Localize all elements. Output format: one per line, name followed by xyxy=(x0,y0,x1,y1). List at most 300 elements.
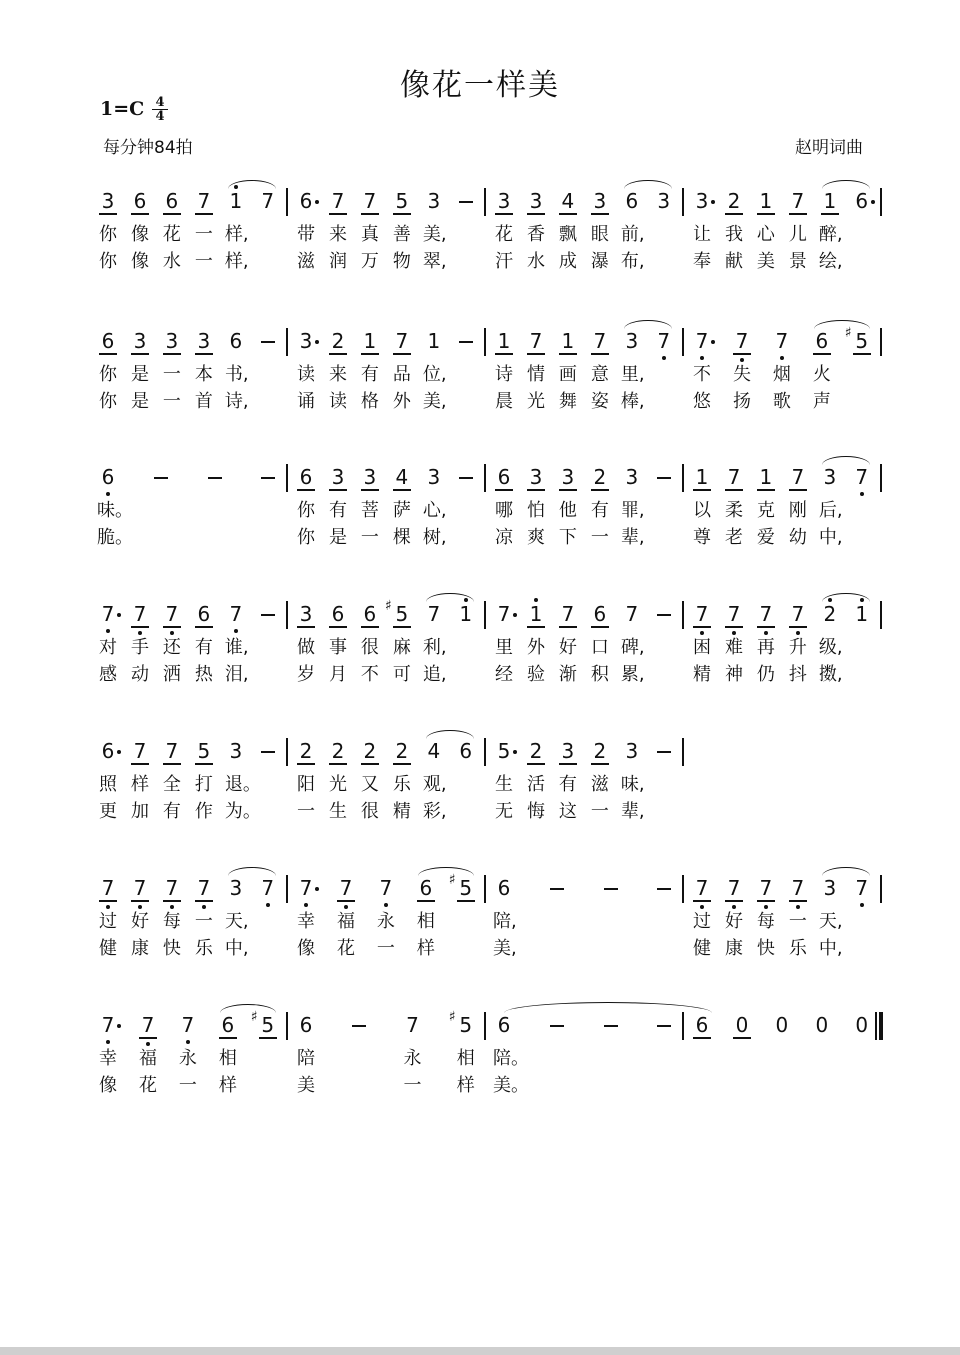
lyric-verse-2: 幼 xyxy=(788,527,807,548)
barline xyxy=(286,875,288,903)
lyric-verse-2: 一 xyxy=(297,801,315,822)
note: 7 xyxy=(593,329,607,353)
dash-extension xyxy=(657,1025,671,1027)
note: 6 xyxy=(497,876,511,900)
note: 7 xyxy=(133,739,147,763)
note: 5 xyxy=(395,189,409,213)
lyric-verse-1: 带 xyxy=(297,224,315,245)
lyric-verse-2: 神 xyxy=(724,664,743,685)
tempo-marking: 每分钟84拍 xyxy=(103,138,193,158)
lyric-verse-1: 刚 xyxy=(788,500,807,521)
octave-dot-low xyxy=(266,903,270,907)
note: 1 xyxy=(363,329,377,353)
lyric-verse-1: 花 xyxy=(162,224,181,245)
note: 6 xyxy=(695,1013,709,1037)
note: 3 xyxy=(427,189,441,213)
augmentation-dot xyxy=(871,200,875,204)
lyric-verse-2: 首 xyxy=(194,391,213,412)
note: 4 xyxy=(427,739,441,763)
lyric-verse-2: 精 xyxy=(392,801,411,822)
underline xyxy=(393,353,411,355)
lyric-verse-2: 花 xyxy=(336,938,355,959)
underline xyxy=(559,489,577,491)
note: 7 xyxy=(141,1013,155,1037)
underline xyxy=(297,489,315,491)
lyric-verse-2: 乐 xyxy=(194,938,213,959)
lyric-verse-2: 你 xyxy=(297,527,315,548)
lyric-verse-1: 前, xyxy=(620,224,645,245)
note: 5 xyxy=(497,739,511,763)
note: 7 xyxy=(331,189,345,213)
note: 5 xyxy=(459,876,473,900)
dash-extension xyxy=(657,751,671,753)
underline xyxy=(789,900,807,902)
underline xyxy=(527,763,545,765)
lyric-verse-1: 真 xyxy=(360,224,379,245)
lyric-verse-2: 像 xyxy=(130,251,149,272)
lyric-verse-1: 你 xyxy=(99,224,117,245)
octave-dot-low xyxy=(764,631,768,635)
lyric-verse-2: 一 xyxy=(403,1075,422,1096)
sharp-sign: ♯ xyxy=(448,872,456,888)
lyric-verse-1: 心 xyxy=(756,224,775,245)
lyric-verse-2: 绘, xyxy=(818,251,843,272)
note: 7 xyxy=(759,602,773,626)
lyric-verse-1: 克 xyxy=(756,500,775,521)
note: 7 xyxy=(101,876,115,900)
lyric-verse-2: 景 xyxy=(788,251,807,272)
octave-dot-low xyxy=(138,631,142,635)
underline xyxy=(789,489,807,491)
lyric-verse-2: 一 xyxy=(194,251,213,272)
lyric-verse-1: 外 xyxy=(526,637,545,658)
lyric-verse-1: 好 xyxy=(130,911,149,932)
lyric-verse-1: 相 xyxy=(416,911,435,932)
lyric-verse-1: 样 xyxy=(130,774,149,795)
octave-dot-low xyxy=(860,903,864,907)
dash-extension xyxy=(459,341,473,343)
lyric-verse-1: 味, xyxy=(620,774,645,795)
dash-extension xyxy=(550,1025,564,1027)
lyric-verse-2: 爽 xyxy=(526,527,545,548)
barline xyxy=(880,328,882,356)
note: 3 xyxy=(299,602,313,626)
lyric-verse-1: 本 xyxy=(194,364,213,385)
underline xyxy=(495,213,513,215)
note: 2 xyxy=(299,739,313,763)
note: 2 xyxy=(593,465,607,489)
underline xyxy=(789,213,807,215)
dash-extension xyxy=(550,888,564,890)
note: 1 xyxy=(427,329,441,353)
augmentation-dot xyxy=(711,200,715,204)
lyric-verse-1: 你 xyxy=(99,364,117,385)
underline xyxy=(693,1037,711,1039)
underline xyxy=(757,626,775,628)
note: 7 xyxy=(727,602,741,626)
lyric-verse-1: 对 xyxy=(99,637,117,658)
underline xyxy=(163,900,181,902)
underline xyxy=(757,900,775,902)
barline xyxy=(286,188,288,216)
dash-extension xyxy=(459,201,473,203)
lyric-verse-2: 岁 xyxy=(297,664,315,685)
note: 2 xyxy=(331,329,345,353)
note: 6 xyxy=(299,1013,313,1037)
lyric-verse-1: 麻 xyxy=(392,637,411,658)
lyric-verse-1: 永 xyxy=(178,1048,197,1069)
slur xyxy=(418,867,474,876)
note: 7 xyxy=(791,876,805,900)
underline xyxy=(693,489,711,491)
octave-dot-low xyxy=(344,905,348,909)
note: 1 xyxy=(229,189,243,213)
octave-dot-low xyxy=(186,1040,190,1044)
lyric-verse-1: 又 xyxy=(360,774,379,795)
lyric-verse-2: 悔 xyxy=(526,801,545,822)
note: 7 xyxy=(395,329,409,353)
lyric-verse-1: 不 xyxy=(693,364,711,385)
lyric-verse-1: 位, xyxy=(422,364,447,385)
underline xyxy=(195,900,213,902)
note: 1 xyxy=(695,465,709,489)
dash-extension xyxy=(657,888,671,890)
augmentation-dot xyxy=(117,613,121,617)
lyric-verse-1: 退。 xyxy=(224,774,261,795)
note: 0 xyxy=(775,1013,789,1037)
lyric-verse-2: 奉 xyxy=(693,251,711,272)
dash-extension xyxy=(208,477,222,479)
lyric-verse-1: 天, xyxy=(818,911,843,932)
lyric-verse-1: 做 xyxy=(297,637,315,658)
slur xyxy=(822,180,870,189)
augmentation-dot xyxy=(513,613,517,617)
lyric-verse-1: 美, xyxy=(422,224,447,245)
note: 3 xyxy=(823,465,837,489)
underline xyxy=(725,626,743,628)
lyric-verse-2: 辈, xyxy=(620,801,645,822)
note: 7 xyxy=(695,876,709,900)
lyric-verse-2: 中, xyxy=(224,938,249,959)
underline xyxy=(693,626,711,628)
note: 5 xyxy=(855,329,869,353)
barline xyxy=(682,464,684,492)
underline xyxy=(527,489,545,491)
lyric-verse-2: 康 xyxy=(724,938,743,959)
barline xyxy=(682,328,684,356)
barline xyxy=(880,464,882,492)
meter-denominator: 4 xyxy=(155,109,165,124)
underline xyxy=(393,213,411,215)
underline xyxy=(99,900,117,902)
barline xyxy=(286,464,288,492)
underline xyxy=(329,353,347,355)
lyric-verse-2: 水 xyxy=(162,251,181,272)
sharp-sign: ♯ xyxy=(448,1009,456,1025)
augmentation-dot xyxy=(315,200,319,204)
octave-dot-low xyxy=(106,492,110,496)
lyric-verse-1: 让 xyxy=(693,224,711,245)
lyric-verse-2: 姿 xyxy=(590,391,609,412)
dash-extension xyxy=(604,1025,618,1027)
augmentation-dot xyxy=(117,1024,121,1028)
underline xyxy=(591,213,609,215)
lyric-verse-2: 泪, xyxy=(224,664,249,685)
dash-extension xyxy=(154,477,168,479)
note: 1 xyxy=(529,602,543,626)
lyric-verse-1: 乐 xyxy=(392,774,411,795)
dash-extension xyxy=(657,477,671,479)
lyric-verse-1: 怕 xyxy=(526,500,545,521)
dash-extension xyxy=(261,751,275,753)
note: 7 xyxy=(181,1013,195,1037)
underline xyxy=(813,353,831,355)
underline xyxy=(337,900,355,902)
barline xyxy=(286,328,288,356)
lyric-verse-2: 作 xyxy=(194,801,213,822)
underline xyxy=(757,489,775,491)
note: 6 xyxy=(299,189,313,213)
note: 3 xyxy=(331,465,345,489)
note: 3 xyxy=(823,876,837,900)
lyric-verse-1: 过 xyxy=(693,911,711,932)
lyric-verse-2: 棵 xyxy=(392,527,411,548)
octave-dot-low xyxy=(138,905,142,909)
underline xyxy=(821,213,839,215)
lyric-verse-1: 他 xyxy=(558,500,577,521)
underline xyxy=(195,763,213,765)
lyric-verse-2: 棒, xyxy=(620,391,645,412)
note: 3 xyxy=(625,465,639,489)
underline xyxy=(361,626,379,628)
note: 6 xyxy=(133,189,147,213)
note: 3 xyxy=(165,329,179,353)
lyric-verse-1: 烟 xyxy=(772,364,791,385)
barline xyxy=(484,464,486,492)
lyric-verse-1: 来 xyxy=(328,364,347,385)
note: 0 xyxy=(815,1013,829,1037)
note: 3 xyxy=(427,465,441,489)
note: 7 xyxy=(133,876,147,900)
underline xyxy=(329,213,347,215)
lyric-verse-1: 画 xyxy=(558,364,577,385)
lyric-verse-2: 快 xyxy=(162,938,181,959)
lyric-verse-1: 谁, xyxy=(224,637,249,658)
underline xyxy=(163,353,181,355)
barline xyxy=(880,188,882,216)
lyric-verse-1: 手 xyxy=(130,637,149,658)
barline xyxy=(682,188,684,216)
underline xyxy=(297,626,315,628)
underline xyxy=(259,1037,277,1039)
lyric-verse-1: 品 xyxy=(392,364,411,385)
note: 6 xyxy=(815,329,829,353)
lyric-verse-1: 心, xyxy=(422,500,447,521)
lyric-verse-1: 事 xyxy=(328,637,347,658)
barline xyxy=(682,738,684,766)
lyric-verse-2: 洒 xyxy=(162,664,181,685)
underline xyxy=(393,763,411,765)
note: 7 xyxy=(695,602,709,626)
octave-dot-low xyxy=(764,905,768,909)
sharp-sign: ♯ xyxy=(250,1009,258,1025)
lyric-verse-2: 这 xyxy=(558,801,577,822)
lyric-verse-2: 汗 xyxy=(495,251,513,272)
lyric-verse-1: 柔 xyxy=(724,500,743,521)
underline xyxy=(733,353,751,355)
note: 5 xyxy=(197,739,211,763)
underline xyxy=(131,353,149,355)
octave-dot-low xyxy=(234,629,238,633)
underline xyxy=(195,626,213,628)
barline xyxy=(484,875,486,903)
underline xyxy=(361,763,379,765)
lyric-verse-2: 月 xyxy=(328,664,347,685)
note: 2 xyxy=(727,189,741,213)
lyric-verse-2: 脆。 xyxy=(97,527,133,548)
lyric-verse-1: 利, xyxy=(422,637,447,658)
lyric-verse-1: 难 xyxy=(724,637,743,658)
note: 7 xyxy=(759,876,773,900)
note: 5 xyxy=(395,602,409,626)
composer-credit: 赵明词曲 xyxy=(795,138,863,158)
note: 7 xyxy=(101,1013,115,1037)
lyric-verse-2: 追, xyxy=(422,664,447,685)
underline xyxy=(329,489,347,491)
note: 2 xyxy=(593,739,607,763)
lyric-verse-2: 万 xyxy=(360,251,379,272)
note: 4 xyxy=(395,465,409,489)
slur xyxy=(426,730,474,739)
dash-extension xyxy=(261,477,275,479)
lyric-verse-1: 我 xyxy=(724,224,743,245)
underline xyxy=(329,763,347,765)
note: 7 xyxy=(299,876,313,900)
lyric-verse-2: 是 xyxy=(328,527,347,548)
lyric-verse-2: 样 xyxy=(456,1075,475,1096)
note: 7 xyxy=(791,189,805,213)
lyric-verse-2: 仍 xyxy=(756,664,775,685)
lyric-verse-1: 一 xyxy=(162,364,181,385)
note: 7 xyxy=(261,876,275,900)
lyric-verse-1: 味。 xyxy=(97,500,133,521)
lyric-verse-1: 陪 xyxy=(297,1048,315,1069)
note: 7 xyxy=(165,876,179,900)
underline xyxy=(789,626,807,628)
lyric-verse-1: 哪 xyxy=(495,500,513,521)
lyric-verse-1: 观, xyxy=(422,774,447,795)
lyric-verse-1: 碑, xyxy=(620,637,645,658)
lyric-verse-2: 中, xyxy=(818,527,843,548)
augmentation-dot xyxy=(513,750,517,754)
note: 7 xyxy=(625,602,639,626)
note: 6 xyxy=(497,465,511,489)
note: 3 xyxy=(133,329,147,353)
slur xyxy=(220,1004,276,1013)
slur xyxy=(624,320,672,329)
note: 6 xyxy=(299,465,313,489)
lyric-verse-2: 为。 xyxy=(224,801,261,822)
lyric-verse-2: 献 xyxy=(724,251,743,272)
underline xyxy=(131,763,149,765)
lyric-verse-2: 凉 xyxy=(495,527,513,548)
lyric-verse-2: 美, xyxy=(422,391,447,412)
note: 5 xyxy=(261,1013,275,1037)
octave-dot-low xyxy=(202,905,206,909)
lyric-verse-2: 感 xyxy=(99,664,117,685)
lyric-verse-2: 热 xyxy=(194,664,213,685)
lyric-verse-2: 像 xyxy=(297,938,315,959)
lyric-verse-2: 瀑 xyxy=(590,251,609,272)
barline xyxy=(880,875,882,903)
underline xyxy=(361,489,379,491)
augmentation-dot xyxy=(117,750,121,754)
long-slur xyxy=(504,1002,712,1013)
octave-dot-low xyxy=(732,631,736,635)
note: 6 xyxy=(101,329,115,353)
barline xyxy=(286,1012,288,1040)
lyric-verse-1: 还 xyxy=(162,637,181,658)
lyric-verse-2: 外 xyxy=(392,391,411,412)
lyric-verse-1: 生 xyxy=(495,774,513,795)
note: 5 xyxy=(459,1013,473,1037)
underline xyxy=(591,489,609,491)
lyric-verse-2: 中, xyxy=(818,938,843,959)
lyric-verse-1: 失 xyxy=(732,364,751,385)
lyric-verse-2: 一 xyxy=(376,938,395,959)
barline xyxy=(484,188,486,216)
lyric-verse-1: 过 xyxy=(99,911,117,932)
lyric-verse-1: 萨 xyxy=(392,500,411,521)
lyric-verse-2: 累, xyxy=(620,664,645,685)
lyric-verse-2: 像 xyxy=(99,1075,117,1096)
lyric-verse-2: 健 xyxy=(693,938,711,959)
note: 2 xyxy=(395,739,409,763)
underline xyxy=(559,353,577,355)
lyric-verse-2: 一 xyxy=(590,801,609,822)
note: 7 xyxy=(197,189,211,213)
lyric-verse-2: 晨 xyxy=(495,391,513,412)
note: 6 xyxy=(855,189,869,213)
underline xyxy=(163,213,181,215)
meter-numerator: 4 xyxy=(155,95,165,110)
page-bottom-edge xyxy=(0,1347,960,1355)
note: 7 xyxy=(727,876,741,900)
lyric-verse-2: 经 xyxy=(495,664,513,685)
barline xyxy=(682,601,684,629)
lyric-verse-2: 样, xyxy=(224,251,249,272)
note: 7 xyxy=(133,602,147,626)
note: 7 xyxy=(363,189,377,213)
note: 3 xyxy=(529,189,543,213)
note: 3 xyxy=(593,189,607,213)
note: 1 xyxy=(459,602,473,626)
lyric-verse-2: 健 xyxy=(99,938,117,959)
underline xyxy=(591,626,609,628)
underline xyxy=(725,489,743,491)
underline xyxy=(559,626,577,628)
slur xyxy=(822,593,870,602)
note: 3 xyxy=(497,189,511,213)
lyric-verse-1: 菩 xyxy=(360,500,379,521)
lyric-verse-1: 你 xyxy=(297,500,315,521)
lyric-verse-1: 以 xyxy=(693,500,711,521)
underline xyxy=(457,900,475,902)
note: 7 xyxy=(339,876,353,900)
octave-dot-low xyxy=(796,631,800,635)
lyric-verse-1: 像 xyxy=(130,224,149,245)
octave-dot-low xyxy=(384,903,388,907)
